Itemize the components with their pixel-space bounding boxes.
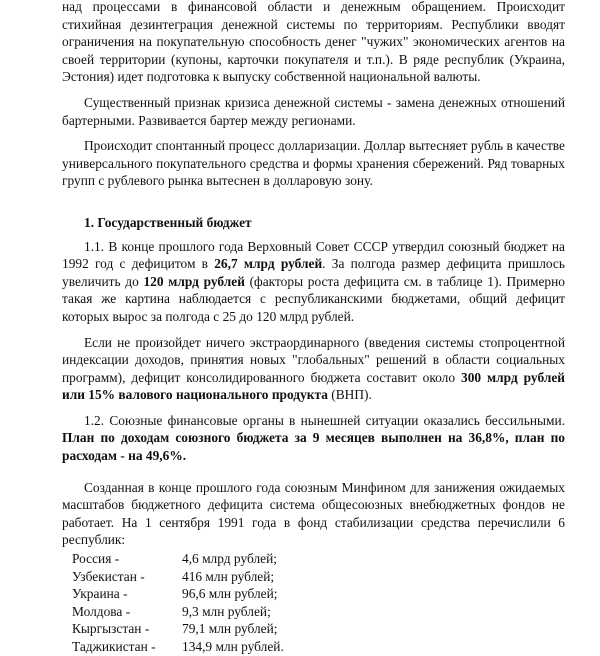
list-item: [62, 603, 565, 621]
paragraph-budget-deficit: 1.1. В конце прошлого года Верховный Совет СССР утвердил союзный бюджет на 1992 год с дефицитом в 26,7 млрд рублей. За полгода размер дефицита пришлось увеличить до 120 млрд рублей (факторы роста дефицита см. в таблице 1). Примерно такая же картина наблюдается с республиканскими бюджетами, общий дефицит которых вырос за полгода с 25 до 120 млрд рублей.: [62, 238, 565, 324]
list-item: [62, 585, 565, 603]
budget-execution: План по доходам союзного бюджета за 9 месяцев выполнен на 36,8%, план по расходам - на 49,6%.: [62, 430, 565, 464]
republic-amount: 4,6 млрд рублей;: [182, 551, 277, 567]
list-item: [62, 550, 565, 568]
republic-amount: 96,6 млн рублей;: [182, 586, 278, 602]
paragraph-monetary-disintegration: над процессами в финансовой области и денежным обращением. Происходит стихийная дезинтеграция денежной системы по территориям. Республики вводят ограничения на покупательную способность денег "чужих" экономических агентов на своей территории (купоны, карточки покупателя и т.п.). В ряде республик (Украина, Эстония) идет подготовка к выпуску собственной национальной валюты.: [62, 0, 565, 85]
republics-list: [62, 550, 565, 656]
deficit-forecast: 300 млрд рублей или 15% валового национального продукта: [62, 369, 565, 403]
republic-amount: 9,3 млн рублей;: [182, 603, 271, 619]
paragraph-financial-bodies: 1.2. Союзные финансовые органы в нынешней ситуации оказались бессильными. План по доходам союзного бюджета за 9 месяцев выполнен на 36,8%, план по расходам - на 49,6%.: [62, 412, 565, 464]
paragraph-dollarization: Происходит спонтанный процесс долларизации. Доллар вытесняет рубль в качестве универсального покупательного средства и формы хранения сбережений. Ряд товарных групп с рублевого рынка вытеснен в долларовую зону.: [62, 138, 565, 189]
paragraph-barter: Существенный признак кризиса денежной системы - замена денежных отношений бартерными. Развивается бартер между регионами.: [62, 94, 565, 128]
republic-name: Узбекистан -: [72, 568, 145, 584]
republic-name: Украина -: [72, 586, 128, 602]
deficit-initial: 26,7 млрд рублей: [214, 256, 323, 272]
list-item: [62, 620, 565, 638]
republic-amount: 79,1 млн рублей;: [182, 621, 278, 637]
deficit-increased: 120 млрд рублей: [143, 273, 245, 289]
document-text: [62, 0, 565, 656]
paragraph-stabilization-fund: Созданная в конце прошлого года союзным Минфином для занижения ожидаемых масштабов бюджетного дефицита система общесоюзных внебюджетных фондов не работает. На 1 сентября 1991 года в фонд стабилизации средства перечислили 6 республик:: [62, 479, 565, 548]
republic-name: Таджикистан -: [72, 639, 156, 654]
list-item: [62, 638, 565, 656]
republic-name: Молдова -: [72, 603, 131, 619]
republic-amount: 416 млн рублей;: [182, 568, 275, 584]
section-heading-state-budget: 1. Государственный бюджет: [84, 214, 252, 230]
republic-amount: 134,9 млн рублей.: [182, 639, 284, 654]
paragraph-consolidated-budget: Если не произойдет ничего экстраординарного (введения системы стопроцентной индексации доходов, принятия новых "глобальных" решений в области социальных программ), дефицит консолидированного бюджета составит около 300 млрд рублей или 15% валового национального продукта (ВНП).: [62, 334, 565, 403]
republic-name: Кыргызстан -: [72, 621, 150, 637]
list-item: [62, 568, 565, 586]
republic-name: Россия -: [72, 551, 120, 567]
